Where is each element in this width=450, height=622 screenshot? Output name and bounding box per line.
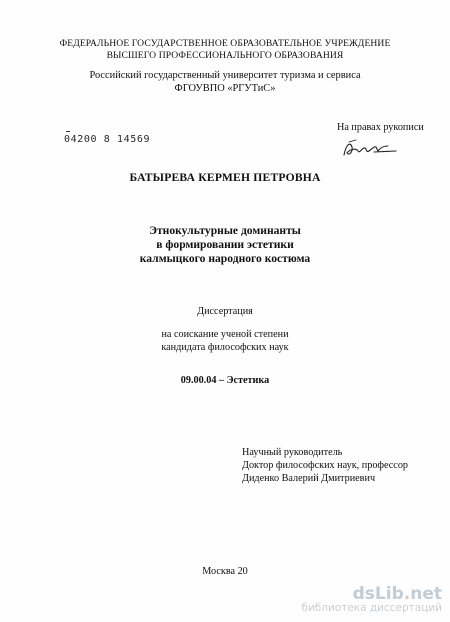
archive-code: 04200 8 14569	[64, 134, 151, 145]
degree-statement	[0, 329, 450, 354]
author-name: БАТЫРЕВА КЕРМЕН ПЕТРОВНА	[129, 171, 321, 184]
title-line: в формировании эстетики	[156, 238, 294, 251]
institution-line: ФЕДЕРАЛЬНОЕ ГОСУДАРСТВЕННОЕ ОБРАЗОВАТЕЛЬНОЕ УЧРЕЖДЕНИЕ	[59, 38, 391, 49]
watermark-subtitle: библиотека диссертаций	[301, 602, 442, 614]
title-line: калмыцкого народного костюма	[139, 252, 311, 265]
dslib-watermark	[301, 584, 442, 614]
watermark-logo-tld: net	[410, 584, 442, 604]
watermark-logo-main: dsLib	[352, 584, 404, 604]
institution-header	[0, 38, 450, 62]
rights-note: На правах рукописи	[337, 122, 424, 133]
watermark-logo	[301, 584, 442, 604]
degree-line: кандидата философских наук	[161, 341, 289, 353]
institution-line: ВЫСШЕГО ПРОФЕССИОНАЛЬНОГО ОБРАЗОВАНИЯ	[106, 50, 344, 61]
supervisor-name: Диденко Валерий Дмитриевич	[242, 473, 376, 484]
city-year: Москва 20	[202, 566, 248, 577]
supervisor-block	[242, 446, 408, 485]
dissertation-title	[0, 224, 450, 266]
supervisor-role: Научный руководитель	[242, 447, 343, 458]
supervisor-degree: Доктор философских наук, профессор	[242, 460, 409, 471]
university-abbreviation: ФГОУВПО «РГУТиС»	[174, 83, 276, 94]
degree-line: на соискание ученой степени	[161, 329, 289, 340]
watermark-logo-dot: .	[403, 584, 411, 604]
university-name: Российский государственный университет туризма и сервиса	[89, 70, 361, 81]
handwritten-signature	[340, 137, 400, 161]
specialty-code: 09.00.04 – Эстетика	[180, 375, 270, 386]
university-header	[0, 69, 450, 95]
work-type: Диссертация	[197, 306, 253, 317]
title-line: Этнокультурные доминанты	[149, 224, 301, 237]
